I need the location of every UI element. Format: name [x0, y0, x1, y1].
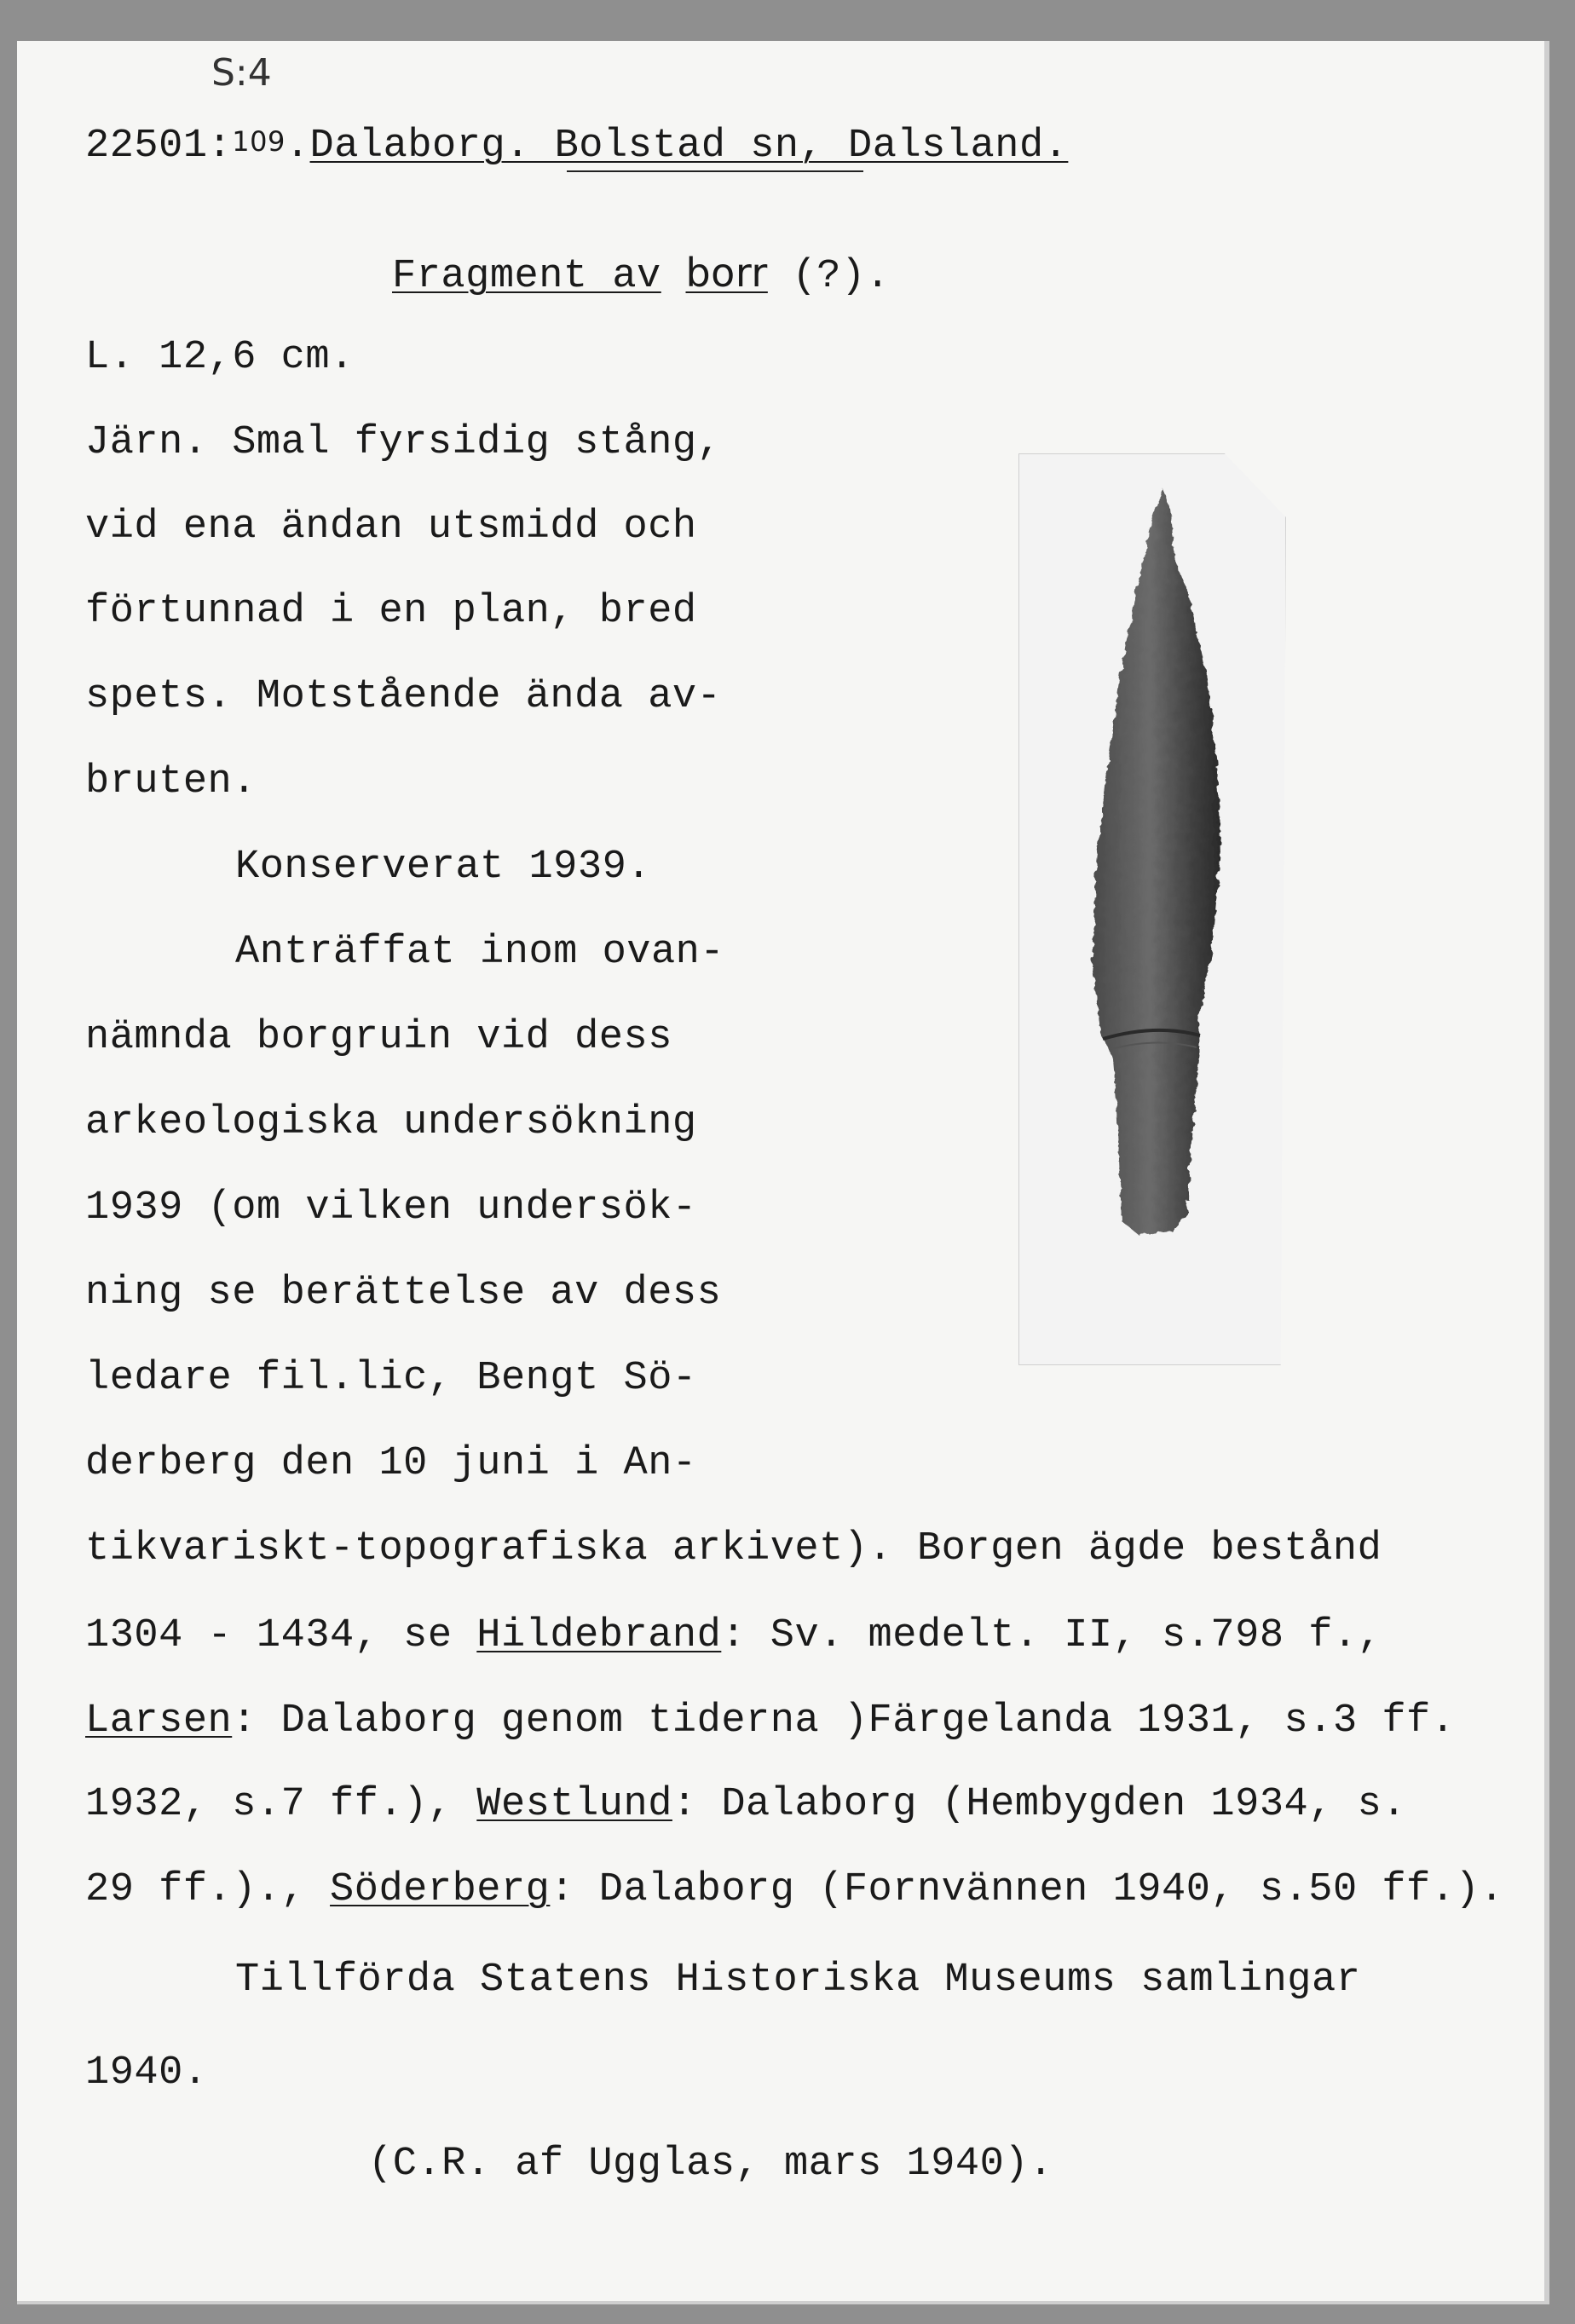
reference-line	[85, 1696, 1455, 1747]
reference-text: : Dalaborg (Hembygden 1934, s.	[672, 1782, 1407, 1827]
handwritten-mark: S:4	[211, 51, 272, 95]
description-line: tikvariskt-topografiska arkivet). Borgen ägde bestånd	[85, 1526, 1382, 1571]
reference-author: Söderberg	[330, 1867, 551, 1912]
description-line: vid ena ändan utsmidd och	[85, 505, 697, 550]
reference-line	[85, 1779, 1406, 1831]
object-photo	[1018, 453, 1286, 1365]
reference-text: : Dalaborg (Fornvännen 1940, s.50 ff.).	[550, 1867, 1504, 1912]
description-line: ning se berättelse av dess	[85, 1271, 722, 1316]
catalogue-card	[17, 41, 1549, 2304]
description-line: arkeologiska undersökning	[85, 1100, 697, 1145]
title-prefix: Fragment av	[392, 254, 661, 299]
description-line: spets. Motstående ända av-	[85, 674, 722, 719]
drill-fragment-image	[1019, 454, 1285, 1364]
reference-author: Larsen	[85, 1698, 233, 1744]
reference-line	[85, 1865, 1504, 1916]
reference-text: 29 ff.).,	[85, 1867, 331, 1912]
description-line: förtunnad i en plan, bred	[85, 589, 697, 634]
description-line: bruten.	[85, 759, 257, 804]
description-line: Konserverat 1939.	[235, 845, 651, 890]
accession-year: 1940.	[85, 2050, 208, 2096]
description-line: Järn. Smal fyrsidig stång,	[85, 420, 722, 465]
title-word: borr	[685, 250, 768, 296]
inventory-number: 22501:	[85, 124, 233, 169]
signature: (C.R. af Ugglas, mars 1940).	[368, 2142, 1053, 2187]
reference-text: : Sv. medelt. II, s.798 f.,	[721, 1613, 1382, 1658]
description-line: ledare fil.lic, Bengt Sö-	[85, 1356, 697, 1401]
item-number: 109	[232, 125, 286, 158]
description-line: 1939 (om vilken undersök-	[85, 1185, 697, 1231]
title-suffix: (?).	[792, 254, 891, 299]
description-line: derberg den 10 juni i An-	[85, 1441, 697, 1486]
description-line: Anträffat inom ovan-	[235, 930, 725, 975]
reference-line	[85, 1611, 1382, 1662]
reference-text: 1304 - 1434, se	[85, 1613, 477, 1658]
reference-author: Westlund	[476, 1782, 672, 1827]
description-line: L. 12,6 cm.	[85, 335, 355, 380]
accession-line: Tillförda Statens Historiska Museums samlingar	[235, 1958, 1361, 2003]
object-title	[392, 247, 890, 303]
header-rule	[567, 170, 863, 172]
card-header: 22501:109.Dalaborg. Bolstad sn, Dalsland.	[85, 124, 1069, 169]
reference-text: 1932, s.7 ff.),	[85, 1782, 477, 1827]
reference-author: Hildebrand	[476, 1613, 722, 1658]
reference-text: : Dalaborg genom tiderna )Färgelanda 1931, s.3 ff.	[232, 1698, 1456, 1744]
description-line: nämnda borgruin vid dess	[85, 1015, 672, 1060]
location: Dalaborg. Bolstad sn, Dalsland.	[309, 124, 1069, 169]
